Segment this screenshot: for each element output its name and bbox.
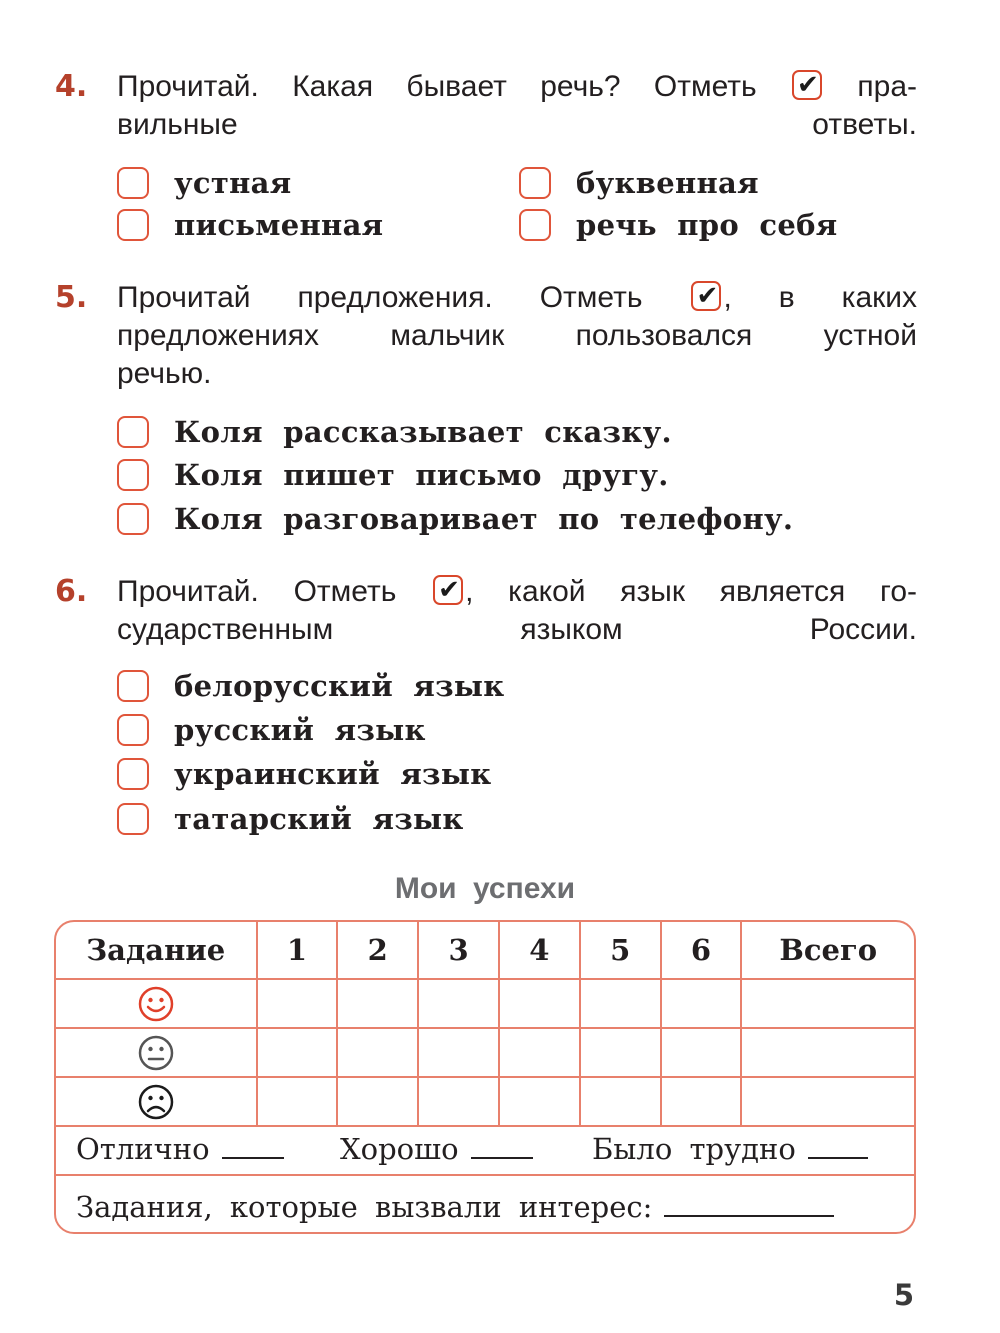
- option-label: белорусский язык: [174, 669, 505, 703]
- answer-option[interactable]: [117, 502, 793, 536]
- table-header-row: [56, 922, 914, 980]
- interest-label: Задания, которые вызвали интерес:: [76, 1190, 653, 1224]
- option-label: буквенная: [576, 166, 759, 200]
- answer-option[interactable]: [117, 713, 426, 747]
- option-label: украинский язык: [174, 757, 492, 791]
- difficult-item: [592, 1132, 868, 1166]
- answer-option[interactable]: [117, 669, 505, 703]
- instruction-text: Прочитай. Какая бывает речь? Отметь: [117, 70, 757, 103]
- task-instruction: [117, 279, 917, 393]
- excellent-item: [76, 1132, 284, 1166]
- score-cell[interactable]: [419, 1029, 500, 1076]
- good-item: [340, 1132, 533, 1166]
- instruction-text: сударственным языком России.: [117, 613, 917, 646]
- score-cell[interactable]: [258, 980, 339, 1027]
- score-cell[interactable]: [338, 1029, 419, 1076]
- task-5: [55, 279, 917, 539]
- task-6: [55, 573, 917, 843]
- instruction-text: Прочитай. Отметь: [117, 575, 397, 608]
- instruction-text: предложениях мальчик пользовался устной: [117, 319, 917, 352]
- page-number: 5: [893, 1278, 914, 1312]
- task-instruction: [117, 573, 917, 649]
- answer-option[interactable]: [519, 166, 759, 200]
- header-cell-total: Всего: [779, 933, 878, 967]
- answer-option[interactable]: [519, 208, 837, 242]
- difficult-label: Было трудно: [592, 1132, 796, 1166]
- instruction-text: пра-: [857, 70, 917, 103]
- answer-checkbox[interactable]: [117, 670, 149, 702]
- score-cell[interactable]: [338, 980, 419, 1027]
- header-cell-5: 5: [581, 922, 662, 978]
- task-instruction: [117, 68, 917, 144]
- successes-table: [54, 920, 916, 1234]
- answer-checkbox[interactable]: [117, 416, 149, 448]
- score-cell[interactable]: [662, 1029, 743, 1076]
- header-cell-1: 1: [258, 922, 339, 978]
- table-row-happy: [56, 980, 914, 1029]
- answer-option[interactable]: [117, 208, 383, 242]
- answer-checkbox[interactable]: [519, 209, 551, 241]
- header-cell-6: 6: [662, 922, 743, 978]
- excellent-blank[interactable]: [222, 1155, 284, 1159]
- score-cell[interactable]: [419, 980, 500, 1027]
- header-cell-3: 3: [419, 922, 500, 978]
- score-cell[interactable]: [500, 1029, 581, 1076]
- interest-item: [76, 1190, 834, 1224]
- good-label: Хорошо: [340, 1132, 459, 1166]
- option-label: татарский язык: [174, 802, 464, 836]
- table-row-neutral: [56, 1029, 914, 1078]
- happy-face-icon: [138, 986, 174, 1022]
- answer-checkbox[interactable]: [117, 758, 149, 790]
- instruction-text: Прочитай предложения. Отметь: [117, 281, 643, 314]
- answer-option[interactable]: [117, 458, 669, 492]
- answer-checkbox[interactable]: [519, 167, 551, 199]
- option-label: письменная: [174, 208, 384, 242]
- answer-checkbox[interactable]: [117, 714, 149, 746]
- task-4: [55, 68, 917, 248]
- answer-checkbox[interactable]: [117, 803, 149, 835]
- instruction-text: , какой язык является го-: [465, 575, 917, 608]
- answer-option[interactable]: [117, 166, 291, 200]
- difficult-blank[interactable]: [808, 1155, 868, 1159]
- checkmark-example-icon: [792, 70, 822, 100]
- answer-option[interactable]: [117, 415, 672, 449]
- checkmark-example-icon: [433, 575, 463, 605]
- sad-face-icon: [138, 1084, 174, 1120]
- option-label: устная: [174, 166, 292, 200]
- checkmark-example-icon: [691, 281, 721, 311]
- score-cell[interactable]: [742, 1029, 914, 1076]
- good-blank[interactable]: [471, 1155, 533, 1159]
- instruction-text: речью.: [117, 357, 212, 390]
- score-cell[interactable]: [581, 980, 662, 1027]
- score-cell[interactable]: [500, 980, 581, 1027]
- task-number: 5.: [55, 280, 88, 315]
- option-label: Коля рассказывает сказку.: [174, 415, 672, 449]
- option-label: речь про себя: [576, 208, 838, 242]
- score-cell[interactable]: [581, 1029, 662, 1076]
- header-cell-2: 2: [338, 922, 419, 978]
- answer-checkbox[interactable]: [117, 209, 149, 241]
- header-cell-task: Задание: [56, 922, 258, 978]
- task-number: 6.: [55, 574, 88, 609]
- instruction-text: вильные ответы.: [117, 108, 917, 141]
- self-assessment-row: [56, 1118, 914, 1176]
- score-cell[interactable]: [258, 1029, 339, 1076]
- answer-checkbox[interactable]: [117, 167, 149, 199]
- option-label: русский язык: [174, 713, 426, 747]
- interest-blank[interactable]: [664, 1213, 834, 1217]
- score-cell[interactable]: [742, 980, 914, 1027]
- successes-title: Мои успехи: [394, 872, 576, 905]
- score-cell[interactable]: [662, 980, 743, 1027]
- answer-option[interactable]: [117, 802, 464, 836]
- option-label: Коля разговаривает по телефону.: [174, 502, 794, 536]
- option-label: Коля пишет письмо другу.: [174, 458, 669, 492]
- answer-checkbox[interactable]: [117, 459, 149, 491]
- task-number: 4.: [55, 69, 88, 104]
- header-cell-4: 4: [500, 922, 581, 978]
- successes-grid: [56, 922, 914, 1127]
- instruction-text: , в каких: [723, 281, 918, 314]
- interest-row: [56, 1178, 914, 1234]
- answer-option[interactable]: [117, 757, 491, 791]
- excellent-label: Отлично: [76, 1132, 210, 1166]
- neutral-face-icon: [138, 1035, 174, 1071]
- answer-checkbox[interactable]: [117, 503, 149, 535]
